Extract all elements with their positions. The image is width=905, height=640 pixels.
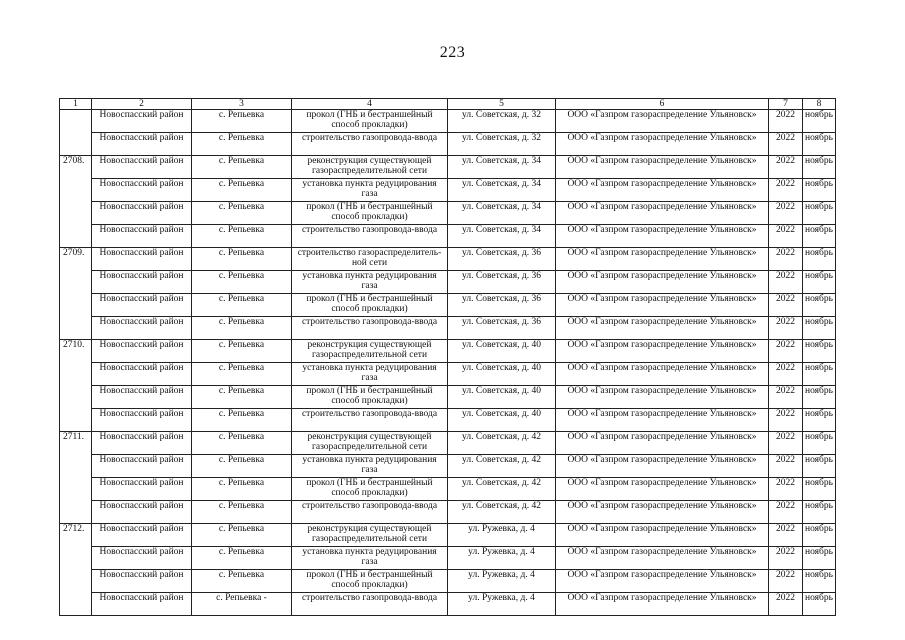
year-cell: 2022 (769, 363, 803, 386)
district-cell: Новоспасский район (92, 225, 192, 248)
item-number-cell (60, 179, 92, 202)
work-type-cell: реконструкция существующей газораспределительной сети (292, 524, 448, 547)
district-cell: Новоспасский район (92, 317, 192, 340)
organization-cell: ООО «Газпром газораспределение Ульяновск» (556, 570, 769, 593)
month-cell: ноябрь (803, 156, 836, 179)
organization-cell: ООО «Газпром газораспределение Ульяновск» (556, 524, 769, 547)
district-cell: Новоспасский район (92, 294, 192, 317)
district-cell: Новоспасский район (92, 478, 192, 501)
settlement-cell: с. Репьевка - (192, 593, 292, 616)
work-type-cell: прокол (ГНБ и бестраншейный способ прокладки) (292, 386, 448, 409)
year-cell: 2022 (769, 547, 803, 570)
organization-cell: ООО «Газпром газораспределение Ульяновск» (556, 110, 769, 133)
work-type-cell: реконструкция существующей газораспределительной сети (292, 432, 448, 455)
month-cell: ноябрь (803, 409, 836, 432)
item-number-cell (60, 202, 92, 225)
month-cell: ноябрь (803, 317, 836, 340)
item-number-cell (60, 133, 92, 156)
organization-cell: ООО «Газпром газораспределение Ульяновск» (556, 133, 769, 156)
organization-cell: ООО «Газпром газораспределение Ульяновск» (556, 248, 769, 271)
district-cell: Новоспасский район (92, 524, 192, 547)
district-cell: Новоспасский район (92, 501, 192, 524)
year-cell: 2022 (769, 225, 803, 248)
settlement-cell: с. Репьевка (192, 570, 292, 593)
district-cell: Новоспасский район (92, 110, 192, 133)
item-number-cell (60, 317, 92, 340)
work-type-cell: реконструкция существующей газораспределительной сети (292, 340, 448, 363)
page-number: 223 (439, 44, 466, 61)
item-number-cell: 2710. (60, 340, 92, 363)
organization-cell: ООО «Газпром газораспределение Ульяновск» (556, 225, 769, 248)
organization-cell: ООО «Газпром газораспределение Ульяновск» (556, 432, 769, 455)
table-row (60, 547, 836, 570)
table-row (60, 110, 836, 133)
month-cell: ноябрь (803, 225, 836, 248)
column-header: 3 (192, 99, 292, 110)
table-row (60, 455, 836, 478)
organization-cell: ООО «Газпром газораспределение Ульяновск» (556, 593, 769, 616)
settlement-cell: с. Репьевка (192, 225, 292, 248)
table-row (60, 386, 836, 409)
district-cell: Новоспасский район (92, 570, 192, 593)
address-cell: ул. Ружевка, д. 4 (448, 570, 556, 593)
table-row (60, 570, 836, 593)
column-header: 7 (769, 99, 803, 110)
work-type-cell: прокол (ГНБ и бестраншейный способ прокладки) (292, 202, 448, 225)
organization-cell: ООО «Газпром газораспределение Ульяновск» (556, 386, 769, 409)
settlement-cell: с. Репьевка (192, 524, 292, 547)
table-row (60, 179, 836, 202)
column-header: 8 (803, 99, 836, 110)
work-type-cell: установка пункта редуцирования газа (292, 547, 448, 570)
work-type-cell: строительство газопровода-ввода (292, 409, 448, 432)
address-cell: ул. Советская, д. 40 (448, 386, 556, 409)
work-type-cell: прокол (ГНБ и бестраншейный способ прокладки) (292, 110, 448, 133)
year-cell: 2022 (769, 524, 803, 547)
settlement-cell: с. Репьевка (192, 110, 292, 133)
settlement-cell: с. Репьевка (192, 340, 292, 363)
table-row (60, 593, 836, 616)
table-row (60, 294, 836, 317)
work-type-cell: строительство газопровода-ввода (292, 317, 448, 340)
item-number-cell (60, 455, 92, 478)
year-cell: 2022 (769, 340, 803, 363)
table-row (60, 363, 836, 386)
address-cell: ул. Советская, д. 34 (448, 156, 556, 179)
work-type-cell: строительство газопровода-ввода (292, 593, 448, 616)
settlement-cell: с. Репьевка (192, 317, 292, 340)
settlement-cell: с. Репьевка (192, 133, 292, 156)
organization-cell: ООО «Газпром газораспределение Ульяновск» (556, 455, 769, 478)
item-number-cell: 2711. (60, 432, 92, 455)
year-cell: 2022 (769, 570, 803, 593)
organization-cell: ООО «Газпром газораспределение Ульяновск» (556, 317, 769, 340)
table-row (60, 340, 836, 363)
column-header: 1 (60, 99, 92, 110)
organization-cell: ООО «Газпром газораспределение Ульяновск» (556, 363, 769, 386)
address-cell: ул. Советская, д. 40 (448, 340, 556, 363)
month-cell: ноябрь (803, 363, 836, 386)
settlement-cell: с. Репьевка (192, 202, 292, 225)
item-number-cell (60, 547, 92, 570)
address-cell: ул. Советская, д. 32 (448, 110, 556, 133)
month-cell: ноябрь (803, 524, 836, 547)
address-cell: ул. Советская, д. 34 (448, 179, 556, 202)
year-cell: 2022 (769, 294, 803, 317)
month-cell: ноябрь (803, 478, 836, 501)
year-cell: 2022 (769, 248, 803, 271)
address-cell: ул. Ружевка, д. 4 (448, 524, 556, 547)
work-type-cell: установка пункта редуцирования газа (292, 179, 448, 202)
year-cell: 2022 (769, 455, 803, 478)
registry-table (59, 98, 836, 616)
table-row (60, 409, 836, 432)
district-cell: Новоспасский район (92, 179, 192, 202)
address-cell: ул. Советская, д. 42 (448, 432, 556, 455)
work-type-cell: установка пункта редуцирования газа (292, 363, 448, 386)
month-cell: ноябрь (803, 133, 836, 156)
month-cell: ноябрь (803, 110, 836, 133)
year-cell: 2022 (769, 156, 803, 179)
address-cell: ул. Советская, д. 42 (448, 501, 556, 524)
district-cell: Новоспасский район (92, 409, 192, 432)
year-cell: 2022 (769, 432, 803, 455)
address-cell: ул. Советская, д. 42 (448, 478, 556, 501)
district-cell: Новоспасский район (92, 363, 192, 386)
month-cell: ноябрь (803, 202, 836, 225)
year-cell: 2022 (769, 409, 803, 432)
item-number-cell (60, 409, 92, 432)
settlement-cell: с. Репьевка (192, 271, 292, 294)
settlement-cell: с. Репьевка (192, 455, 292, 478)
work-type-cell: прокол (ГНБ и бестраншейный способ прокладки) (292, 294, 448, 317)
work-type-cell: строительство газопровода-ввода (292, 225, 448, 248)
district-cell: Новоспасский район (92, 133, 192, 156)
column-header: 5 (448, 99, 556, 110)
address-cell: ул. Советская, д. 32 (448, 133, 556, 156)
table-row (60, 156, 836, 179)
work-type-cell: установка пункта редуцирования газа (292, 455, 448, 478)
item-number-cell (60, 478, 92, 501)
district-cell: Новоспасский район (92, 547, 192, 570)
organization-cell: ООО «Газпром газораспределение Ульяновск» (556, 202, 769, 225)
address-cell: ул. Советская, д. 36 (448, 294, 556, 317)
table-row (60, 524, 836, 547)
district-cell: Новоспасский район (92, 432, 192, 455)
work-type-cell: прокол (ГНБ и бестраншейный способ прокладки) (292, 570, 448, 593)
work-type-cell: строительство газораспределитель-ной сети (292, 248, 448, 271)
table-row (60, 202, 836, 225)
settlement-cell: с. Репьевка (192, 156, 292, 179)
month-cell: ноябрь (803, 271, 836, 294)
item-number-cell (60, 110, 92, 133)
settlement-cell: с. Репьевка (192, 547, 292, 570)
address-cell: ул. Советская, д. 36 (448, 248, 556, 271)
address-cell: ул. Советская, д. 40 (448, 409, 556, 432)
settlement-cell: с. Репьевка (192, 248, 292, 271)
settlement-cell: с. Репьевка (192, 409, 292, 432)
item-number-cell (60, 225, 92, 248)
address-cell: ул. Ружевка, д. 4 (448, 593, 556, 616)
organization-cell: ООО «Газпром газораспределение Ульяновск» (556, 409, 769, 432)
settlement-cell: с. Репьевка (192, 363, 292, 386)
column-header: 6 (556, 99, 769, 110)
district-cell: Новоспасский район (92, 156, 192, 179)
settlement-cell: с. Репьевка (192, 294, 292, 317)
settlement-cell: с. Репьевка (192, 386, 292, 409)
year-cell: 2022 (769, 386, 803, 409)
settlement-cell: с. Репьевка (192, 179, 292, 202)
year-cell: 2022 (769, 478, 803, 501)
table-row (60, 133, 836, 156)
month-cell: ноябрь (803, 570, 836, 593)
year-cell: 2022 (769, 110, 803, 133)
settlement-cell: с. Репьевка (192, 501, 292, 524)
year-cell: 2022 (769, 501, 803, 524)
district-cell: Новоспасский район (92, 271, 192, 294)
column-header: 2 (92, 99, 192, 110)
district-cell: Новоспасский район (92, 386, 192, 409)
district-cell: Новоспасский район (92, 340, 192, 363)
item-number-cell: 2708. (60, 156, 92, 179)
item-number-cell (60, 363, 92, 386)
table-header-row (60, 99, 836, 110)
table-row (60, 317, 836, 340)
address-cell: ул. Советская, д. 34 (448, 202, 556, 225)
year-cell: 2022 (769, 317, 803, 340)
address-cell: ул. Советская, д. 36 (448, 271, 556, 294)
month-cell: ноябрь (803, 455, 836, 478)
settlement-cell: с. Репьевка (192, 432, 292, 455)
month-cell: ноябрь (803, 179, 836, 202)
month-cell: ноябрь (803, 248, 836, 271)
month-cell: ноябрь (803, 294, 836, 317)
year-cell: 2022 (769, 593, 803, 616)
month-cell: ноябрь (803, 501, 836, 524)
item-number-cell (60, 386, 92, 409)
table-row (60, 432, 836, 455)
table-row (60, 271, 836, 294)
district-cell: Новоспасский район (92, 248, 192, 271)
month-cell: ноябрь (803, 386, 836, 409)
year-cell: 2022 (769, 202, 803, 225)
item-number-cell (60, 593, 92, 616)
address-cell: ул. Ружевка, д. 4 (448, 547, 556, 570)
month-cell: ноябрь (803, 432, 836, 455)
organization-cell: ООО «Газпром газораспределение Ульяновск» (556, 501, 769, 524)
organization-cell: ООО «Газпром газораспределение Ульяновск» (556, 340, 769, 363)
item-number-cell (60, 294, 92, 317)
organization-cell: ООО «Газпром газораспределение Ульяновск» (556, 156, 769, 179)
table-row (60, 225, 836, 248)
district-cell: Новоспасский район (92, 455, 192, 478)
item-number-cell: 2709. (60, 248, 92, 271)
work-type-cell: прокол (ГНБ и бестраншейный способ прокладки) (292, 478, 448, 501)
organization-cell: ООО «Газпром газораспределение Ульяновск» (556, 294, 769, 317)
year-cell: 2022 (769, 133, 803, 156)
organization-cell: ООО «Газпром газораспределение Ульяновск» (556, 478, 769, 501)
item-number-cell (60, 570, 92, 593)
item-number-cell: 2712. (60, 524, 92, 547)
district-cell: Новоспасский район (92, 202, 192, 225)
address-cell: ул. Советская, д. 42 (448, 455, 556, 478)
work-type-cell: реконструкция существующей газораспределительной сети (292, 156, 448, 179)
month-cell: ноябрь (803, 340, 836, 363)
organization-cell: ООО «Газпром газораспределение Ульяновск» (556, 179, 769, 202)
table-row (60, 478, 836, 501)
address-cell: ул. Советская, д. 40 (448, 363, 556, 386)
item-number-cell (60, 271, 92, 294)
address-cell: ул. Советская, д. 34 (448, 225, 556, 248)
organization-cell: ООО «Газпром газораспределение Ульяновск» (556, 271, 769, 294)
year-cell: 2022 (769, 271, 803, 294)
column-header: 4 (292, 99, 448, 110)
address-cell: ул. Советская, д. 36 (448, 317, 556, 340)
work-type-cell: строительство газопровода-ввода (292, 501, 448, 524)
table-row (60, 248, 836, 271)
district-cell: Новоспасский район (92, 593, 192, 616)
table-row (60, 501, 836, 524)
organization-cell: ООО «Газпром газораспределение Ульяновск» (556, 547, 769, 570)
work-type-cell: строительство газопровода-ввода (292, 133, 448, 156)
month-cell: ноябрь (803, 593, 836, 616)
year-cell: 2022 (769, 179, 803, 202)
work-type-cell: установка пункта редуцирования газа (292, 271, 448, 294)
settlement-cell: с. Репьевка (192, 478, 292, 501)
item-number-cell (60, 501, 92, 524)
month-cell: ноябрь (803, 547, 836, 570)
